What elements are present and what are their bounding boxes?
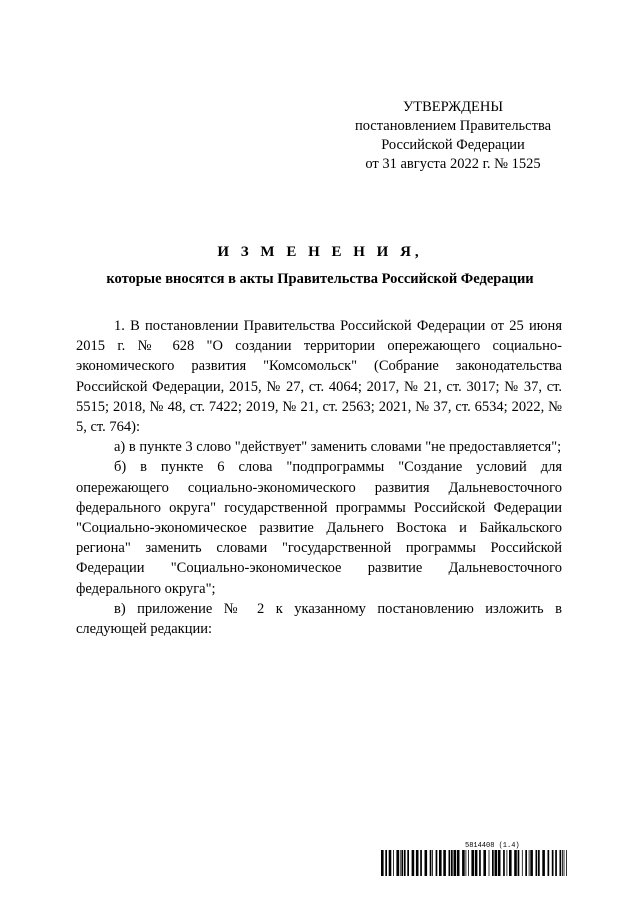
document-subtitle: которые вносятся в акты Правительства Российской Федерации bbox=[106, 271, 534, 287]
paragraph-c: в) приложение № 2 к указанному постановлению изложить в следующей редакции: bbox=[76, 600, 562, 638]
paragraph-b: б) в пункте 6 слова "подпрограммы "Создание условий для опережающего социально-экономического развития Дальневосточного федерального округа" государственной программы Российской Федерации "Социально-экономическое развитие Дальнего Востока и Байкальского региона" заменить словами "государственной программы Российской Федерации "Социально-экономическое развитие Дальневосточного федерального округа"; bbox=[76, 459, 562, 597]
paragraph-1: 1. В постановлении Правительства Российской Федерации от 25 июня 2015 г. № 628 "О создании территории опережающего социально-экономического развития "Комсомольск" (Собрание законодательства Российской Федерации, 2015, № 27, ст. 4064; 2017, № 21, ст. 3017; № 37, ст. 5515; 2018, № 48, ст. 7422; 2019, № 21, ст. 2563; 2021, № 37, ст. 6534; 2022, № 5, ст. 764): bbox=[76, 318, 562, 436]
approval-title: УТВЕРЖДЕНЫ bbox=[402, 99, 504, 115]
barcode-block bbox=[381, 842, 569, 876]
barcode-number: 5814408 (1.4) bbox=[465, 842, 520, 850]
approval-block bbox=[348, 98, 558, 174]
paragraph-a: а) в пункте 3 слово "действует" заменить словами "не предоставляется"; bbox=[114, 439, 562, 456]
document-body bbox=[76, 316, 562, 639]
document-title: И З М Е Н Е Н И Я, bbox=[217, 244, 423, 260]
approval-line-1: постановлением Правительства bbox=[354, 118, 552, 134]
barcode-image bbox=[381, 850, 569, 876]
approval-line-2: Российской Федерации bbox=[381, 137, 525, 153]
approval-line-3: от 31 августа 2022 г. № 1525 bbox=[365, 156, 541, 172]
